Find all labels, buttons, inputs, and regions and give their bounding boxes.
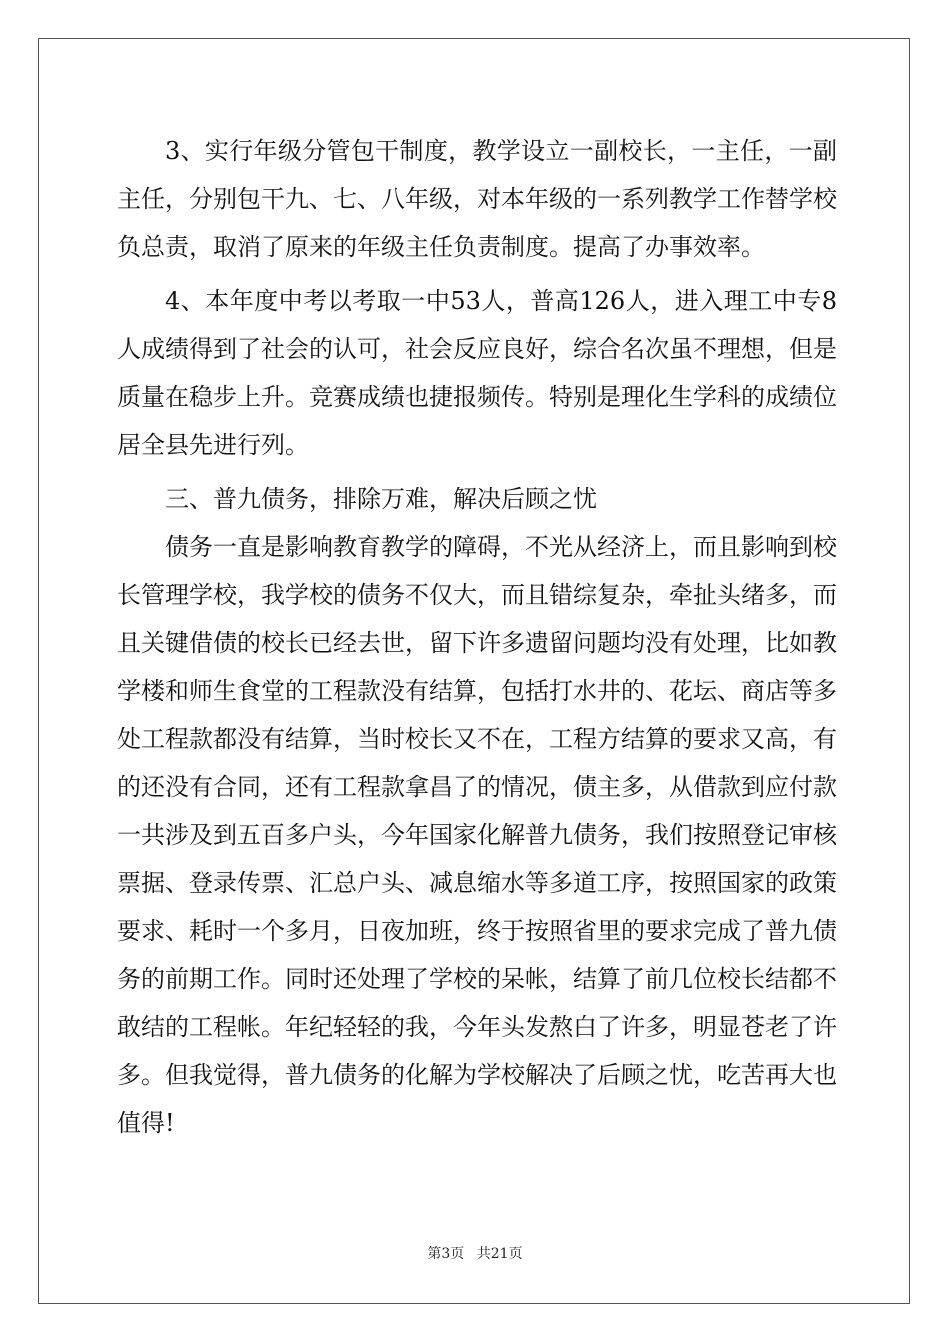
paragraph-line: 值得! — [117, 1109, 175, 1137]
paragraph-line: 一共涉及到五百多户头，今年国家化解普九债务，我们按照登记审核 — [117, 821, 837, 849]
paragraph-line: 人成绩得到了社会的认可，社会反应良好，综合名次虽不理想，但是 — [117, 335, 837, 363]
paragraph-line: 负总责，取消了原来的年级主任负责制度。提高了办事效率。 — [117, 233, 765, 261]
paragraph-line: 3、实行年级分管包干制度，教学设立一副校长，一主任，一副 — [165, 137, 837, 165]
paragraph-line: 务的前期工作。同时还处理了学校的呆帐，结算了前几位校长结都不 — [117, 965, 837, 993]
paragraph-line: 多。但我觉得，普九债务的化解为学校解决了后顾之忧，吃苦再大也 — [117, 1061, 837, 1089]
paragraph-line: 要求、耗时一个多月，日夜加班，终于按照省里的要求完成了普九债 — [117, 917, 837, 945]
total-pages: 共21页 — [476, 1246, 523, 1262]
paragraph-line: 长管理学校，我学校的债务不仅大，而且错综复杂，牵扯头绪多，而 — [117, 581, 837, 609]
paragraph-line: 学楼和师生食堂的工程款没有结算，包括打水井的、花坛、商店等多 — [117, 677, 837, 705]
paragraph-line: 处工程款都没有结算，当时校长又不在，工程方结算的要求又高，有 — [117, 725, 837, 753]
page-footer — [0, 1245, 950, 1263]
paragraph-line: 居全县先进行列。 — [117, 431, 309, 459]
paragraph-line: 4、本年度中考以考取一中53人，普高126人，进入理工中专8 — [165, 287, 837, 315]
section-heading: 三、普九债务，排除万难，解决后顾之忧 — [165, 485, 597, 513]
paragraph-line: 的还没有合同，还有工程款拿昌了的情况，债主多，从借款到应付款 — [117, 773, 837, 801]
paragraph-line: 质量在稳步上升。竞赛成绩也捷报频传。特别是理化生学科的成绩位 — [117, 383, 837, 411]
paragraph-line: 债务一直是影响教育教学的障碍，不光从经济上，而且影响到校 — [165, 533, 837, 561]
paragraph-line: 敢结的工程帐。年纪轻轻的我，今年头发熬白了许多，明显苍老了许 — [117, 1013, 837, 1041]
paragraph-line: 且关键借债的校长已经去世，留下许多遗留问题均没有处理，比如教 — [117, 629, 837, 657]
paragraph-line: 主任，分别包干九、七、八年级，对本年级的一系列教学工作替学校 — [117, 185, 837, 213]
paragraph-line: 票据、登录传票、汇总户头、减息缩水等多道工序，按照国家的政策 — [117, 869, 837, 897]
page-number: 第3页 — [427, 1246, 465, 1262]
